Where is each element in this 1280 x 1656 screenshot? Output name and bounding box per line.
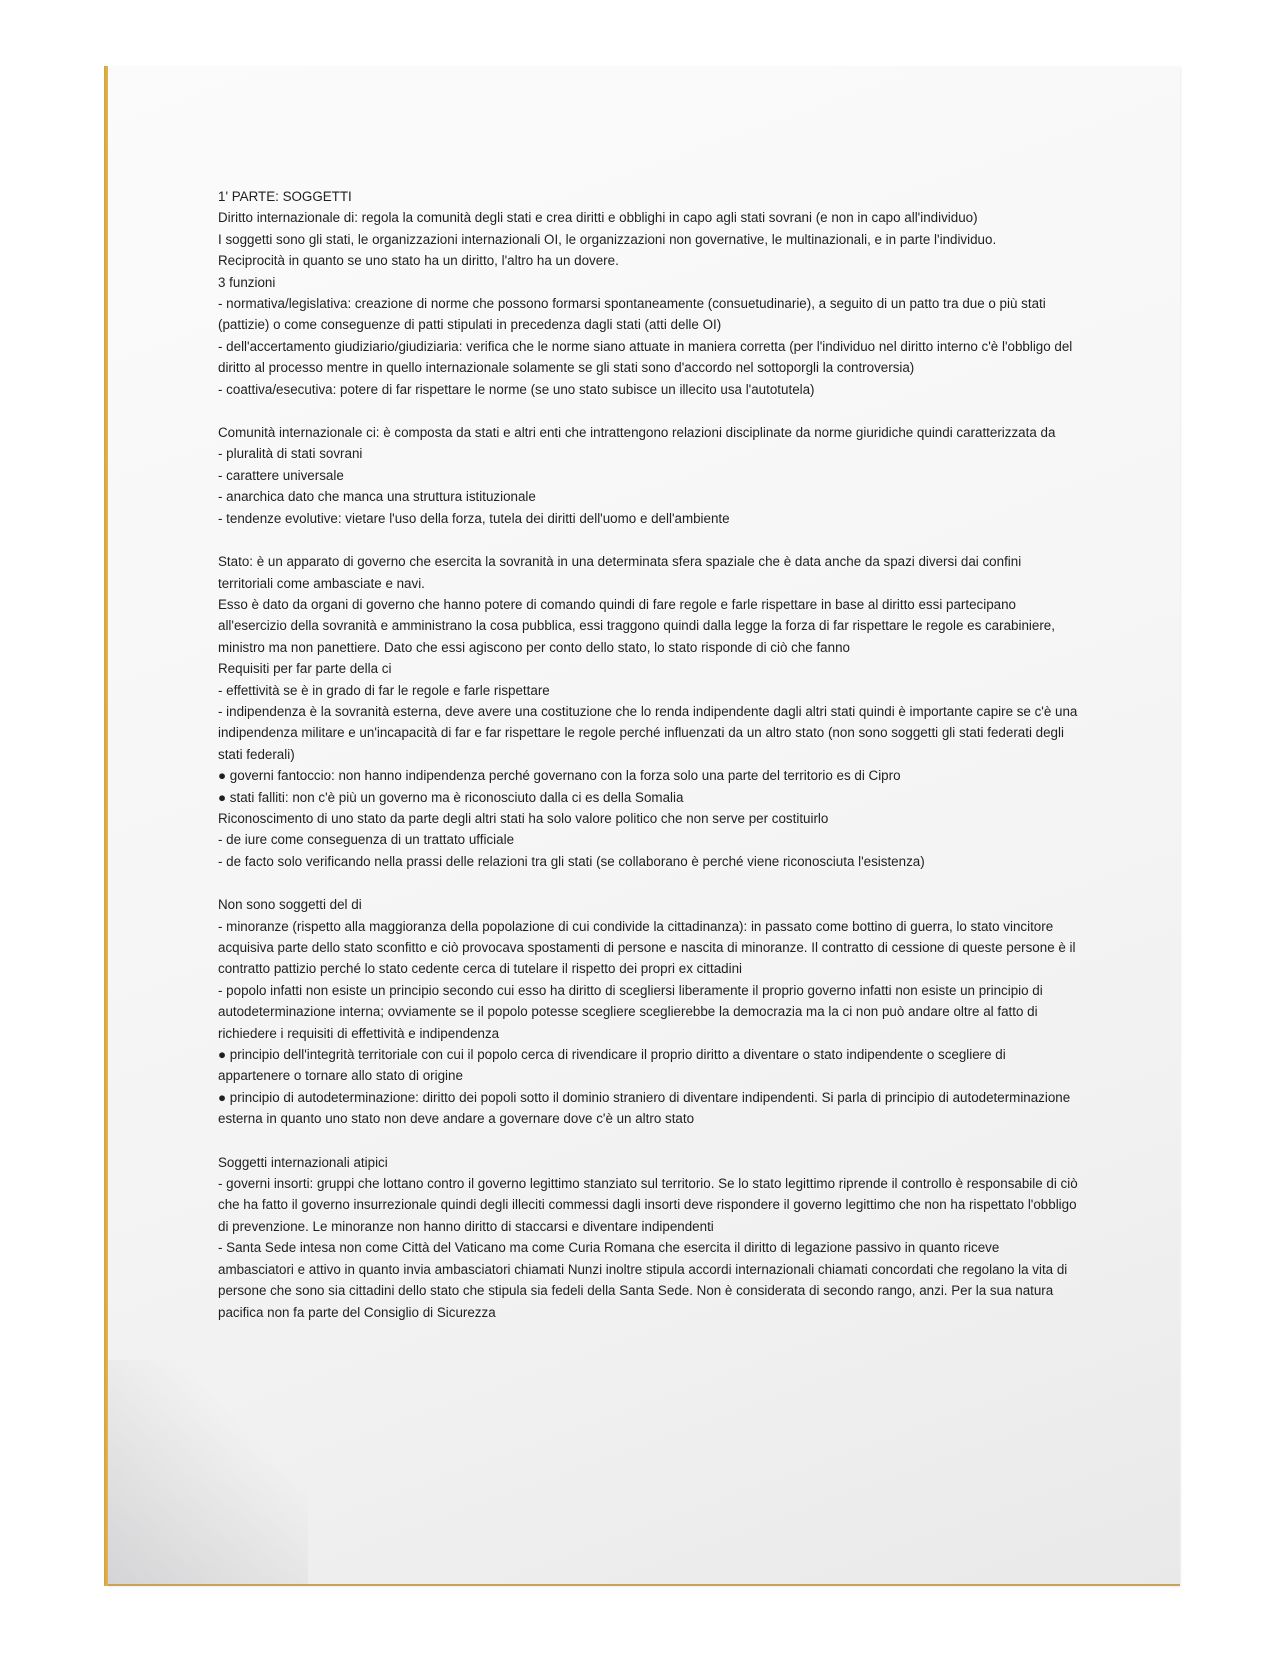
paragraph-gap [218,400,1078,422]
list-item: - tendenze evolutive: vietare l'uso della forza, tutela dei diritti dell'uomo e dell'ambiente [218,510,730,526]
paragraph-gap [218,1130,1078,1152]
paragraph: Riconoscimento di uno stato da parte degli altri stati ha solo valore politico che non serve per costituirlo [218,810,829,826]
bullet-item: ● principio di autodeterminazione: diritto dei popoli sotto il dominio straniero di diventare indipendenti. Si parla di principio di autodeterminazione esterna in quanto uno stato non deve andare a governare dove c'è un altro stato [218,1089,1071,1127]
paragraph: I soggetti sono gli stati, le organizzazioni internazionali OI, le organizzazioni non governative, le multinazionali, e in parte l'individuo. [218,231,997,247]
paragraph-gap [218,872,1078,894]
scan-edge-bottom [108,1584,1180,1586]
bullet-item: ● governi fantoccio: non hanno indipendenza perché governano con la forza solo una parte del territorio es di Cipro [218,768,901,784]
list-item: - effettività se è in grado di far le regole e farle rispettare [218,682,550,698]
paragraph: 3 funzioni [218,274,276,290]
paragraph: Comunità internazionale ci: è composta da stati e altri enti che intrattengono relazioni disciplinate da norme giuridiche quindi caratterizzata da [218,425,1056,441]
paragraph: Esso è dato da organi di governo che hanno potere di comando quindi di fare regole e farle rispettare in base al diritto essi partecipano all'esercizio della sovranità e amministrano la cosa pubblica, essi traggono quindi dalla legge la forza di far rispettare le regole es carabiniere, ministro ma non panettiere. Dato che essi agiscono per conto dello stato, lo stato risponde di ciò che fanno [218,596,1055,655]
document-body [218,186,1078,1323]
paragraph: Diritto internazionale di: regola la comunità degli stati e crea diritti e obblighi in capo agli stati sovrani (e non in capo all'individuo) [218,210,978,226]
list-item: - governi insorti: gruppi che lottano contro il governo legittimo stanziato sul territorio. Se lo stato legittimo riprende il controllo è responsabile di ciò che ha fatto il governo insurrezionale quindi degli illeciti commessi dagli insorti deve rispondere il governo legittimo che non ha rispettato l'obbligo di prevenzione. Le minoranze non hanno diritto di staccarsi e diventare indipendenti [218,1176,1078,1234]
paragraph: Requisiti per far parte della ci [218,661,392,677]
list-item: - dell'accertamento giudiziario/giudiziaria: verifica che le norme siano attuate in maniera corretta (per l'individuo nel diritto interno c'è l'obbligo del diritto al processo mentre in quello internazionale solamente se gli stati sono d'accordo nel sottoporgli la controversia) [218,338,1073,376]
paragraph: Stato: è un apparato di governo che esercita la sovranità in una determinata sfera spaziale che è data anche da spazi diversi dai confini territoriali come ambasciate e navi. [218,554,1022,591]
paragraph-gap [218,529,1078,551]
bullet-item: ● stati falliti: non c'è più un governo ma è riconosciuto dalla ci es della Somalia [218,789,684,805]
paragraph: Reciprocità in quanto se uno stato ha un diritto, l'altro ha un dovere. [218,253,619,269]
list-item: - minoranze (rispetto alla maggioranza della popolazione di cui condivide la cittadinanza): in passato come bottino di guerra, lo stato vincitore acquisiva parte dello stato sconfitto e ciò provocava spostamenti di persone e nascita di minoranze. Il contratto di cessione di queste persone è il contratto pattizio perché lo stato cedente cerca di tutelare il rispetto dei propri ex cittadini [218,918,1076,977]
list-item: - indipendenza è la sovranità esterna, deve avere una costituzione che lo renda indipendente dagli altri stati quindi è importante capire se c'è una indipendenza militare e un'incapacità di far e far rispettare le regole perché influenzati da un altro stato (non sono soggetti gli stati federati degli stati federali) [218,703,1078,762]
paper-shadow [108,1360,308,1586]
list-item: - de facto solo verificando nella prassi delle relazioni tra gli stati (se collaborano è perché viene riconosciuta l'esistenza) [218,853,925,869]
paragraph: Soggetti internazionali atipici [218,1154,388,1170]
paragraph: Non sono soggetti del di [218,897,362,913]
document-heading: 1' PARTE: SOGGETTI [218,189,352,204]
list-item: - de iure come conseguenza di un trattato ufficiale [218,832,515,848]
list-item: - normativa/legislativa: creazione di norme che possono formarsi spontaneamente (consuetudinarie), a seguito di un patto tra due o più stati (pattizie) o come conseguenze di patti stipulati in precedenza dagli stati (atti delle OI) [218,296,1046,333]
list-item: - popolo infatti non esiste un principio secondo cui esso ha diritto di scegliersi liberamente il proprio governo infatti non esiste un principio di autodeterminazione interna; ovviamente se il popolo potesse scegliere sceglierebbe la democrazia ma la ci non può andare oltre al fatto di richiedere i requisiti di effettività e indipendenza [218,982,1043,1041]
list-item: - Santa Sede intesa non come Città del Vaticano ma come Curia Romana che esercita il diritto di legazione passivo in quanto riceve ambasciatori e attivo in quanto invia ambasciatori chiamati Nunzi inoltre stipula accordi internazionali chiamati concordati che regolano la vita di persone che sono sia cittadini dello stato che stipula sia fedeli della Santa Sede. Non è considerata di secondo rango, anzi. Per la sua natura pacifica non fa parte del Consiglio di Sicurezza [218,1240,1068,1320]
list-item: - coattiva/esecutiva: potere di far rispettare le norme (se uno stato subisce un illecito usa l'autotutela) [218,381,815,397]
bullet-item: ● principio dell'integrità territoriale con cui il popolo cerca di rivendicare il proprio diritto a diventare o stato indipendente o scegliere di appartenere o tornare allo stato di origine [218,1047,1006,1084]
list-item: - pluralità di stati sovrani [218,446,363,462]
list-item: - anarchica dato che manca una struttura istituzionale [218,489,536,505]
list-item: - carattere universale [218,467,344,483]
